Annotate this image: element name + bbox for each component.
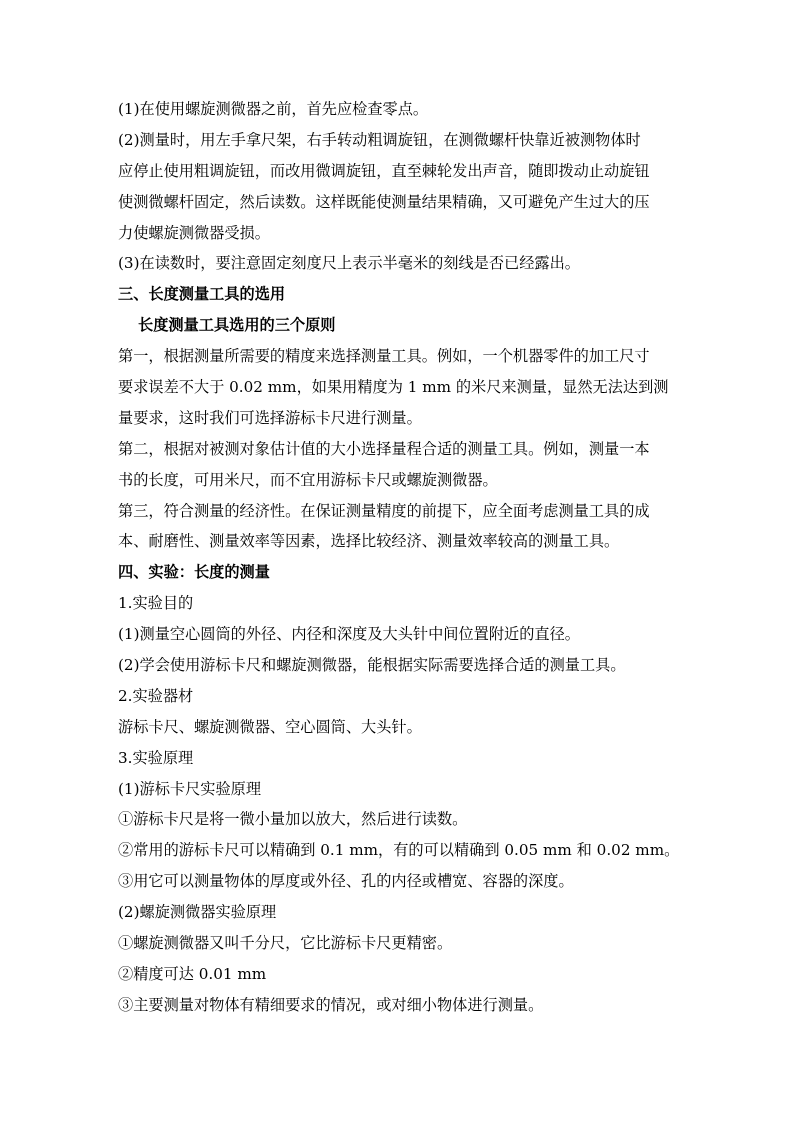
paragraph-line: ①游标卡尺是将一微小量加以放大，然后进行读数。	[118, 810, 468, 829]
paragraph-line: 游标卡尺、螺旋测微器、空心圆筒、大头针。	[118, 717, 422, 736]
paragraph-line: (2)螺旋测微器实验原理	[118, 903, 277, 922]
subsection-heading: 长度测量工具选用的三个原则	[138, 316, 336, 335]
paragraph-line: 书的长度，可用米尺，而不宜用游标卡尺或螺旋测微器。	[118, 470, 498, 489]
document-page	[118, 94, 678, 1021]
paragraph-line: 1.实验目的	[118, 594, 194, 613]
paragraph-line: ③用它可以测量物体的厚度或外径、孔的内径或槽宽、容器的深度。	[118, 872, 574, 891]
paragraph-line: 3.实验原理	[118, 748, 194, 767]
paragraph-line: (1)在使用螺旋测微器之前，首先应检查零点。	[118, 100, 429, 118]
paragraph-line: (2)学会使用游标卡尺和螺旋测微器，能根据实际需要选择合适的测量工具。	[118, 656, 626, 675]
paragraph-line: 要求误差不大于 0.02 mm，如果用精度为 1 mm 的米尺来测量，显然无法达到测	[118, 378, 669, 397]
paragraph-line: 使测微螺杆固定，然后读数。这样既能使测量结果精确，又可避免产生过大的压	[118, 192, 650, 211]
section-heading: 四、实验：长度的测量	[118, 563, 270, 582]
paragraph-line: 量要求，这时我们可选择游标卡尺进行测量。	[118, 408, 422, 427]
paragraph-line: ③主要测量对物体有精细要求的情况，或对细小物体进行测量。	[118, 995, 544, 1014]
paragraph-line: (1)游标卡尺实验原理	[118, 779, 262, 798]
paragraph-line: 应停止使用粗调旋钮，而改用微调旋钮，直至棘轮发出声音，随即拨动止动旋钮	[118, 161, 650, 180]
section-heading: 三、长度测量工具的选用	[118, 285, 286, 304]
paragraph-line: 2.实验器材	[118, 686, 194, 705]
paragraph-line: 第一，根据测量所需要的精度来选择测量工具。例如，一个机器零件的加工尺寸	[118, 347, 650, 366]
paragraph-line: (3)在读数时，要注意固定刻度尺上表示半毫米的刻线是否已经露出。	[118, 254, 580, 273]
paragraph-line: (1)测量空心圆筒的外径、内径和深度及大头针中间位置附近的直径。	[118, 625, 580, 644]
paragraph-line: (2)测量时，用左手拿尺架，右手转动粗调旋钮，在测微螺杆快靠近被测物体时	[118, 130, 641, 149]
paragraph-line: 第二，根据对被测对象估计值的大小选择量程合适的测量工具。例如，测量一本	[118, 439, 650, 458]
paragraph-line: 力使螺旋测微器受损。	[118, 223, 270, 242]
paragraph-line: ②常用的游标卡尺可以精确到 0.1 mm，有的可以精确到 0.05 mm 和 0.02 mm。	[118, 841, 680, 860]
paragraph-line: ①螺旋测微器又叫千分尺，它比游标卡尺更精密。	[118, 934, 453, 953]
paragraph-line: ②精度可达 0.01 mm	[118, 964, 267, 983]
paragraph-line: 第三，符合测量的经济性。在保证测量精度的前提下，应全面考虑测量工具的成	[118, 501, 650, 520]
paragraph-line: 本、耐磨性、测量效率等因素，选择比较经济、测量效率较高的测量工具。	[118, 532, 620, 551]
